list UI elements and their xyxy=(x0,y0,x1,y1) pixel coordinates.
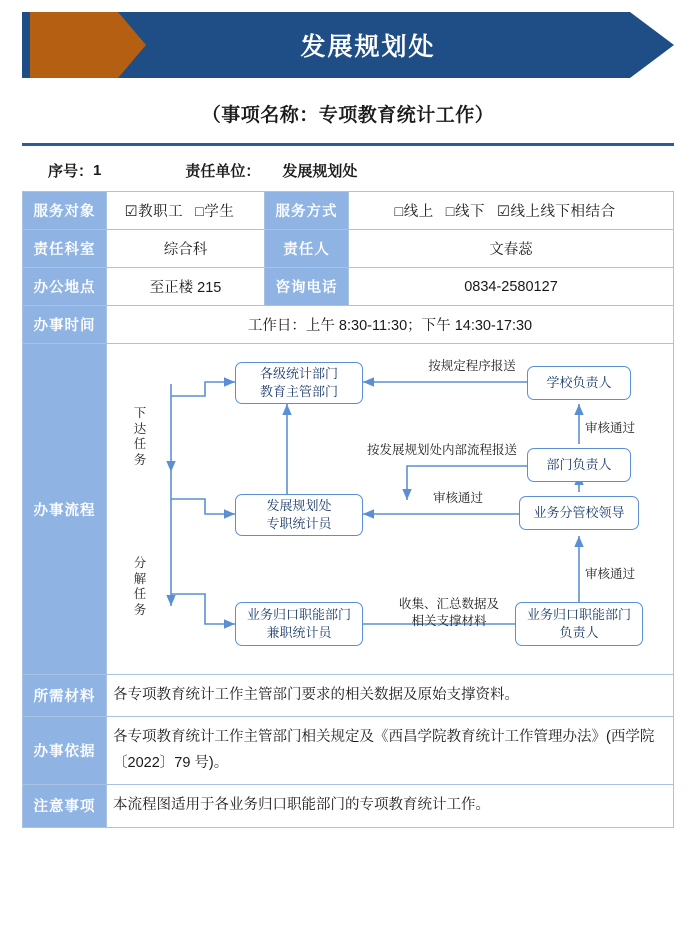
node-vice-principal: 业务分管校领导 xyxy=(519,496,639,530)
node-functional-leader: 业务归口职能部门 负责人 xyxy=(515,602,643,646)
office-hours-value: 工作日：上午 8:30-11:30；下午 14:30-17:30 xyxy=(107,306,674,344)
row-label-service-mode: 服务方式 xyxy=(265,192,349,230)
banner-title: 发展规划处 xyxy=(300,33,436,61)
row-label-basis: 办事依据 xyxy=(23,717,107,785)
service-info-table xyxy=(22,191,674,828)
process-flow-cell xyxy=(107,344,674,675)
checkbox-option-offline[interactable]: □线下 xyxy=(445,204,486,220)
flow-label-assign-task: 下达任务 xyxy=(133,406,147,467)
table-row-flow xyxy=(23,344,674,675)
sequence-value: 1 xyxy=(93,162,102,179)
table-row xyxy=(23,675,674,717)
unit-value: 发展规划处 xyxy=(282,163,358,180)
responsible-office-value: 综合科 xyxy=(107,230,265,268)
row-label-notes: 注意事项 xyxy=(23,785,107,827)
row-label-responsible-person: 责任人 xyxy=(265,230,349,268)
checkbox-option-hybrid[interactable]: ☑线上线下相结合 xyxy=(497,204,616,220)
service-target-options xyxy=(107,192,265,230)
table-row xyxy=(23,230,674,268)
flow-label-decompose-task: 分解任务 xyxy=(133,556,147,617)
checkbox-option-online[interactable]: □线上 xyxy=(394,204,434,220)
table-row xyxy=(23,268,674,306)
flow-label-approved-2: 审核通过 xyxy=(585,421,636,435)
table-row xyxy=(23,306,674,344)
table-row xyxy=(23,192,674,230)
node-dept-leader: 部门负责人 xyxy=(527,448,631,482)
node-school-leader: 学校负责人 xyxy=(527,366,631,400)
responsible-person-value: 文春蕊 xyxy=(349,230,674,268)
node-planning-staff: 发展规划处 专职统计员 xyxy=(235,494,363,536)
row-label-office-hours: 办事时间 xyxy=(23,306,107,344)
flow-label-approved-1: 审核通过 xyxy=(432,491,483,505)
required-materials-value: 各专项教育统计工作主管部门要求的相关数据及原始支撑资料。 xyxy=(107,675,674,717)
table-row xyxy=(23,717,674,785)
node-stat-dept: 各级统计部门 教育主管部门 xyxy=(235,362,363,404)
sequence-label: 序号： xyxy=(48,163,94,180)
row-label-required-materials: 所需材料 xyxy=(23,675,107,717)
page-subtitle: （事项名称：专项教育统计工作） xyxy=(201,105,495,126)
flow-diagram xyxy=(107,344,673,674)
row-label-service-target: 服务对象 xyxy=(23,192,107,230)
office-location-value: 至正楼 215 xyxy=(107,268,265,306)
notes-value: 本流程图适用于各业务归口职能部门的专项教育统计工作。 xyxy=(107,785,674,827)
unit-label: 责任单位： xyxy=(185,163,261,180)
checkbox-option-staff[interactable]: ☑教职工 xyxy=(124,204,184,220)
document-page xyxy=(0,12,696,943)
basis-value: 各专项教育统计工作主管部门相关规定及《西昌学院教育统计工作管理办法》(西学院〔2022〕79 号)。 xyxy=(107,717,674,785)
banner xyxy=(22,12,674,78)
flow-label-submit-internal: 按发展规划处内部流程报送 xyxy=(366,443,517,457)
row-label-phone: 咨询电话 xyxy=(265,268,349,306)
checkbox-option-student[interactable]: □学生 xyxy=(195,204,235,220)
flow-label-submit-by-rule: 按规定程序报送 xyxy=(428,359,516,373)
divider xyxy=(22,143,674,146)
flow-label-approved-3: 审核通过 xyxy=(585,567,636,581)
row-label-office-location: 办公地点 xyxy=(23,268,107,306)
flow-label-collect-data: 收集、汇总数据及 相关支撑材料 xyxy=(398,597,499,628)
phone-value: 0834-2580127 xyxy=(349,268,674,306)
table-row xyxy=(23,785,674,827)
node-functional-staff: 业务归口职能部门 兼职统计员 xyxy=(235,602,363,646)
row-label-responsible-office: 责任科室 xyxy=(23,230,107,268)
service-mode-options xyxy=(349,192,674,230)
meta-row xyxy=(22,160,674,181)
row-label-process: 办事流程 xyxy=(23,344,107,675)
